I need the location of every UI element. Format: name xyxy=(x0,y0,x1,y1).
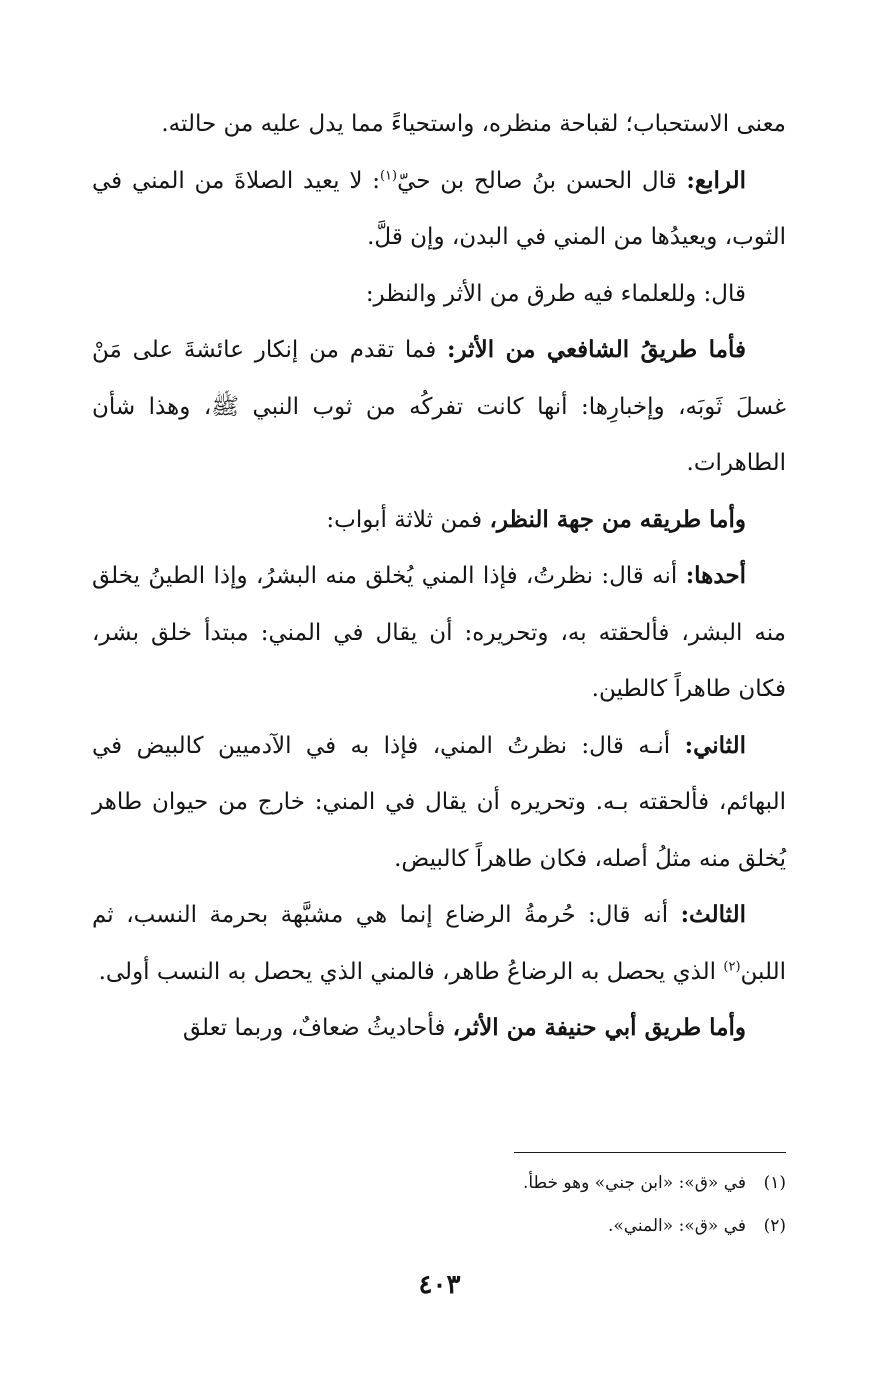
footnote-ref-2: (٢) xyxy=(723,958,741,974)
paragraph-lead: فأما طريقُ الشافعي من الأثر: xyxy=(447,336,746,363)
paragraph-4 xyxy=(92,322,786,492)
paragraph-text-continued: الذي يحصل به الرضاعُ طاهر، فالمني الذي يحصل به النسب أولى. xyxy=(98,958,724,985)
paragraph-text: فمن ثلاثة أبواب: xyxy=(326,506,490,533)
paragraph-1 xyxy=(92,96,786,153)
footnotes xyxy=(92,1162,786,1248)
page-number: ٤٠٣ xyxy=(418,1270,461,1300)
paragraph-lead: الثاني: xyxy=(684,731,746,759)
paragraph-3 xyxy=(92,266,786,323)
paragraph-7 xyxy=(92,718,786,888)
paragraph-text: قال: وللعلماء فيه طرق من الأثر والنظر: xyxy=(365,280,746,307)
footnote-1 xyxy=(92,1162,786,1205)
paragraph-9 xyxy=(92,1000,786,1057)
footnote-separator xyxy=(514,1152,786,1153)
paragraph-5 xyxy=(92,492,786,549)
paragraph-text-continued: : لا يعيد الصلاةَ من المني في الثوب، ويعيدُها من المني في البدن، وإن قلَّ. xyxy=(92,167,786,250)
paragraph-text: فأحاديثُ ضعافٌ، وربما تعلق xyxy=(182,1015,453,1041)
paragraph-lead: أحدها: xyxy=(685,562,746,589)
paragraph-8 xyxy=(92,887,786,1000)
paragraph-2 xyxy=(92,153,786,266)
footnote-text: في «ق»: «ابن جني» وهو خطأ. xyxy=(522,1173,746,1193)
paragraph-text: أنـه قال: نظرتُ المني، فإذا به في الآدميين كالبيض في البهائم، فألحقته بـه. وتحريره أن يقال في المني: خارج من حيوان طاهر يُخلق منه مثلُ أصله، فكان طاهراً كالبيض. xyxy=(92,732,786,872)
paragraph-lead: وأما طريق أبي حنيفة من الأثر، xyxy=(452,1014,746,1041)
paragraph-text: قال الحسن بنُ صالح بن حيّ xyxy=(397,167,687,194)
body-text xyxy=(92,96,786,1057)
paragraph-6 xyxy=(92,548,786,718)
paragraph-lead: وأما طريقه من جهة النظر، xyxy=(489,505,746,533)
paragraph-text: أنه قال: حُرمةُ الرضاع إنما هي مشبَّهة بحرمة النسب، ثم اللبن xyxy=(92,902,786,985)
footnote-number: (١) xyxy=(763,1173,786,1193)
paragraph-text: معنى الاستحباب؛ لقباحة منظره، واستحياءً مما يدل عليه من حالته. xyxy=(161,111,786,137)
footnote-number: (٢) xyxy=(763,1216,786,1236)
paragraph-lead: الرابع: xyxy=(686,166,746,194)
paragraph-text: فما تقدم من إنكار عائشةَ على مَنْ غسلَ ثَوبَه، وإخبارِها: أنها كانت تفركُه من ثوب النبي ﷺ، وهذا شأن الطاهرات. xyxy=(92,337,786,476)
paragraph-text: أنه قال: نظرتُ، فإذا المني يُخلق منه البشرُ، وإذا الطينُ يخلق منه البشر، فألحقته به، وتحريره: أن يقال في المني: مبتدأ خلق بشر، فكان طاهراً كالطين. xyxy=(92,563,786,702)
footnote-text: في «ق»: «المني». xyxy=(607,1216,746,1236)
footnote-2 xyxy=(92,1205,786,1248)
footnote-ref-1: (١) xyxy=(379,167,398,183)
paragraph-lead: الثالث: xyxy=(680,901,746,928)
